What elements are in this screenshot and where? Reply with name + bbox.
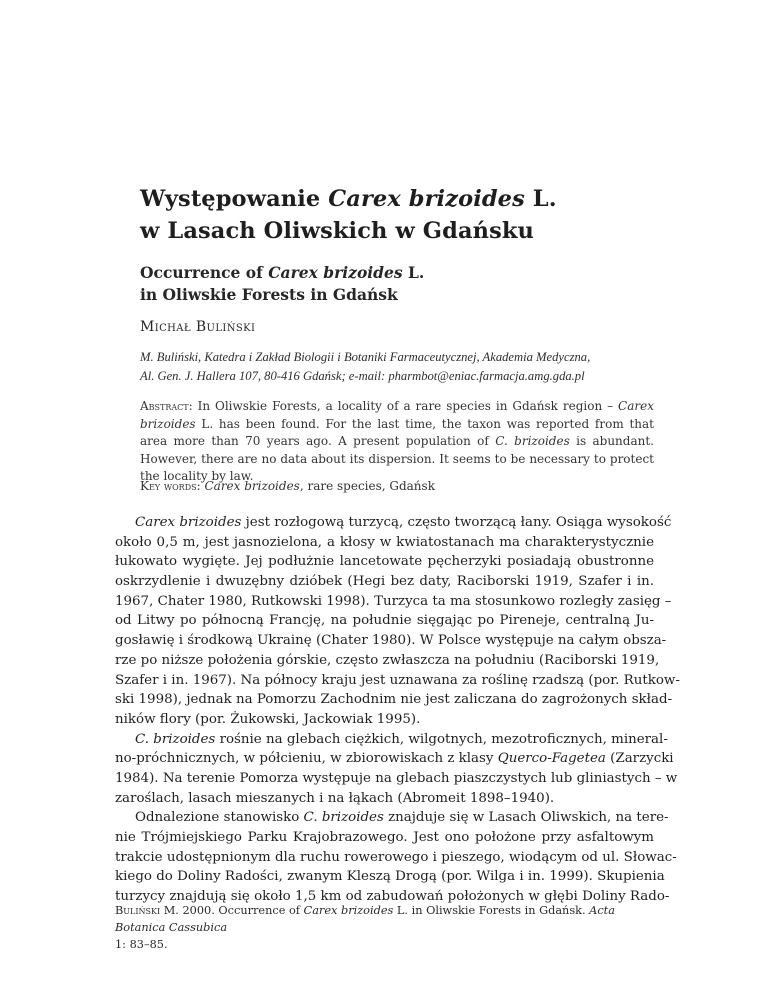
author-name: Michał Buliński [140, 319, 256, 335]
text-line: od Litwy po północną Francję, na południe sięgając po Pireneje, centralną Ju- [115, 613, 654, 629]
text-line: C. brizoides rośnie na glebach ciężkich, wilgotnych, mezotroficznych, mineral- [135, 731, 668, 747]
abstract-label: Abstract: [140, 399, 193, 413]
text-line: Carex brizoides jest rozłogową turzycą, często tworzącą łany. Osiąga wysokość [135, 515, 672, 530]
subtitle-line-2: in Oliwskie Forests in Gdańsk [140, 285, 398, 304]
text-line: około 0,5 m, jest jasnozielona, a kłosy w kwiatostanach ma charakterystycznie [115, 534, 654, 550]
text-line: oskrzydlenie i dwuzębny dzióbek (Hegi bez daty, Raciborski 1919, Szafer i in. [115, 574, 654, 590]
journal-name: Acta Botanica Cassubica [115, 904, 615, 934]
citation-author: Buliński [115, 904, 161, 917]
abstract: Abstract: In Oliwskie Forests, a locality of a rare species in Gdańsk region – Carex brizoides L. has been found. For the last time, the taxon was reported from that area more than 70 years ago. A present population of C. brizoides is abundant. However, there are no data about its dispersion. It seems to be necessary to protect the locality by law. [140, 399, 654, 483]
citation-footer: Buliński M. 2000. Occurrence of Carex brizoides L. in Oliwskie Forests in Gdańsk. Acta Botanica Cassubica 1: 83–85. [115, 904, 615, 951]
species-name: Carex brizoides [268, 263, 403, 282]
text-line: kiego do Doliny Radości, zwanym Kleszą Drogą (por. Wilga i in. 1999). Skupienia [115, 869, 665, 885]
text-line: 1984). Na terenie Pomorza występuje na glebach piaszczystych lub gliniastych – w [115, 770, 678, 786]
text-line: zaroślach, lasach mieszanych i na łąkach (Abromeit 1898–1940). [115, 790, 555, 806]
text-line: ski 1998), jednak na Pomorzu Zachodnim nie jest zaliczana do zagrożonych skład- [115, 692, 673, 708]
body-text [115, 513, 680, 907]
text-line: Szafer i in. 1967). Na północy kraju jest uznawana za roślinę rzadszą (por. Rutkow- [115, 672, 680, 688]
english-title [140, 262, 678, 306]
page-title [140, 183, 678, 247]
title-line-1: Występowanie Carex brizoides L. [140, 186, 557, 212]
text-line: turzycy znajdują się około 1,5 km od zabudowań położonych w głębi Doliny Rado- [115, 889, 670, 905]
text-line: gosławię i środkową Ukrainę (Chater 1980). W Polsce występuje na całym obsza- [115, 633, 667, 649]
text-line: ników flory (por. Żukowski, Jackowiak 1995). [115, 711, 421, 727]
text-line: rze po niższe położenia górskie, często zwłaszcza na południu (Raciborski 1919, [115, 652, 660, 668]
subtitle-line-1: Occurrence of Carex brizoides L. [140, 263, 425, 282]
species-name: Carex brizoides [328, 186, 525, 212]
text-line: Odnalezione stanowisko C. brizoides znajduje się w Lasach Oliwskich, na tere- [135, 810, 669, 826]
text-line: 1967, Chater 1980, Rutkowski 1998). Turzyca ta ma stosunkowo rozległy zasięg – [115, 593, 672, 609]
text-line: nie Trójmiejskiego Parku Krajobrazowego. Jest ono położone przy asfaltowym [115, 830, 654, 845]
text-line: no-próchnicznych, w półcieniu, w zbiorowiskach z klasy Querco-Fagetea (Zarzycki [115, 751, 674, 767]
title-line-2: w Lasach Oliwskich w Gdańsku [140, 218, 535, 244]
text-line: łukowato wygięte. Jej podłużnie lancetowate pęcherzyki posiadają obustronne [115, 554, 654, 570]
text-line: trakcie udostępnionym dla ruchu rowerowego i pieszego, wiodącym od ul. Słowac- [115, 849, 677, 865]
keywords-label: Key words: [140, 479, 201, 493]
author-affiliation: M. Buliński, Katedra i Zakład Biologii i Botaniki Farmaceutycznej, Akademia Medyczna, Al. Gen. J. Hallera 107, 80-416 Gdańsk; e-mail: pharmbot@eniac.farmacja.amg.gda.pl [140, 350, 591, 383]
keywords: Key words: Carex brizoides, rare species, Gdańsk [140, 479, 435, 493]
